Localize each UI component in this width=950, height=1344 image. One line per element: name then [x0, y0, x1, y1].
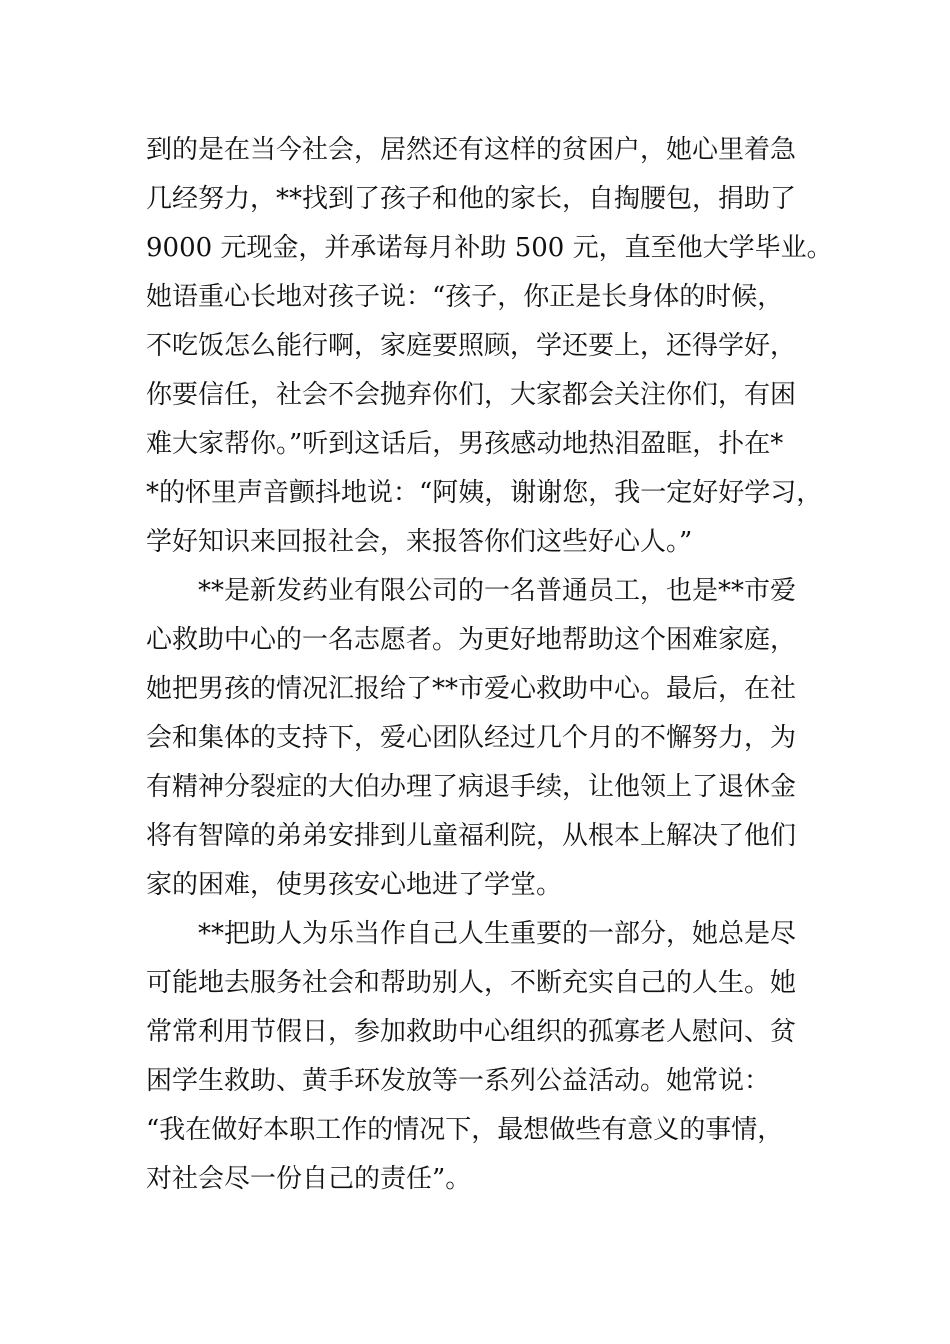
- text-line: 几经努力，**找到了孩子和他的家长，自掏腰包，捐助了: [146, 184, 797, 214]
- text-line: 她把男孩的情况汇报给了**市爱心救助中心。最后，在社: [146, 674, 797, 704]
- paragraph-start-line: **把助人为乐当作自己人生重要的一部分，她总是尽: [198, 919, 797, 949]
- body-text: [146, 126, 833, 1204]
- text-line: 家的困难，使男孩安心地进了学堂。: [146, 870, 563, 900]
- text-line: 常常利用节假日，参加救助中心组织的孤寡老人慰问、贫: [146, 1017, 797, 1047]
- text-line: “我在做好本职工作的情况下，最想做些有意义的事情，: [146, 1115, 784, 1145]
- paragraph-start-line: **是新发药业有限公司的一名普通员工，也是**市爱: [198, 576, 797, 606]
- text-line: 对社会尽一份自己的责任”。: [146, 1164, 472, 1194]
- text-line: 到的是在当今社会，居然还有这样的贫困户，她心里着急: [146, 135, 797, 165]
- text-line: 你要信任，社会不会抛弃你们，大家都会关注你们，有困: [146, 380, 797, 410]
- text-line: 学好知识来回报社会，来报答你们这些好心人。”: [146, 527, 693, 557]
- text-line: 不吃饭怎么能行啊，家庭要照顾，学还要上，还得学好，: [146, 331, 797, 361]
- text-line: *的怀里声音颤抖地说：“阿姨，谢谢您，我一定好好学习，: [146, 478, 823, 508]
- text-line: 困学生救助、黄手环发放等一系列公益活动。她常说：: [146, 1066, 771, 1096]
- text-line: 会和集体的支持下，爱心团队经过几个月的不懈努力，为: [146, 723, 797, 753]
- text-line: 她语重心长地对孩子说：“孩子，你正是长身体的时候，: [146, 282, 784, 312]
- text-line: 9000 元现金，并承诺每月补助 500 元，直至他大学毕业。: [146, 233, 833, 263]
- text-line: 可能地去服务社会和帮助别人，不断充实自己的人生。她: [146, 968, 797, 998]
- text-line: 心救助中心的一名志愿者。为更好地帮助这个困难家庭，: [146, 625, 797, 655]
- text-line: 难大家帮你。”听到这话后，男孩感动地热泪盈眶，扑在*: [146, 429, 784, 459]
- text-line: 将有智障的弟弟安排到儿童福利院，从根本上解决了他们: [146, 821, 797, 851]
- text-line: 有精神分裂症的大伯办理了病退手续，让他领上了退休金: [146, 772, 797, 802]
